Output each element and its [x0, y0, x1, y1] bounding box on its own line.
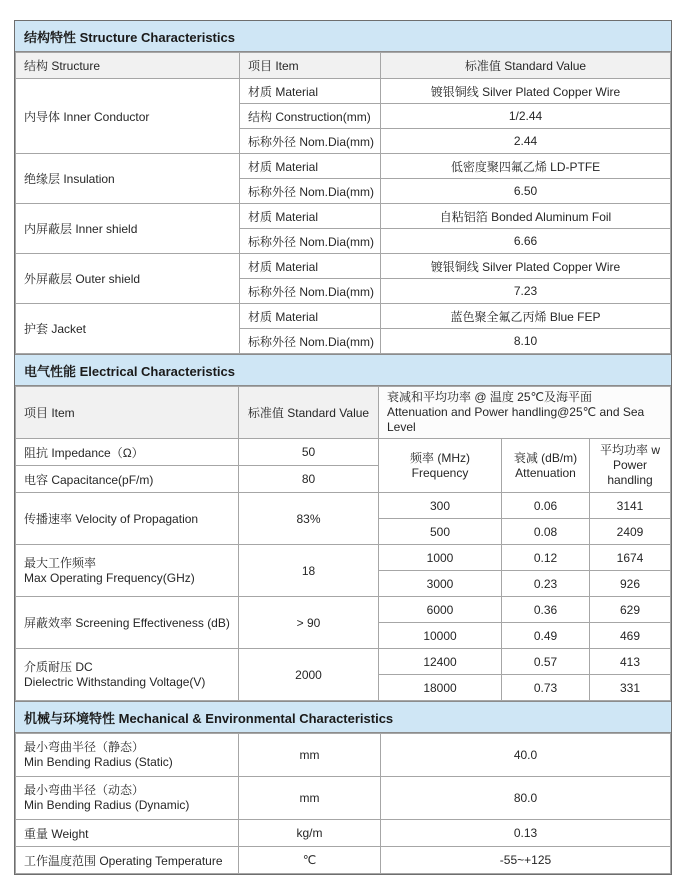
param-label-cell: 屏蔽效率 Screening Effectiveness (dB) [16, 597, 239, 649]
spec-table-wrapper [14, 20, 672, 875]
power-value-cell: 413 [590, 649, 671, 675]
param-label-cn: 最小弯曲半径（静态） [24, 740, 145, 754]
table-row [16, 154, 671, 179]
table-row [16, 847, 671, 874]
value-cell: 镀银铜线 Silver Plated Copper Wire [381, 79, 671, 104]
item-cell: 材质 Material [240, 204, 381, 229]
param-label-cell: 电容 Capacitance(pF/m) [16, 466, 239, 493]
table-row [16, 387, 671, 439]
value-cell: 镀银铜线 Silver Plated Copper Wire [381, 254, 671, 279]
unit-cell: mm [239, 777, 381, 820]
param-label-cn: 最小弯曲半径（动态） [24, 783, 145, 797]
param-value-cell: 80 [239, 466, 379, 493]
freq-subheader-cell [379, 439, 502, 493]
power-value-cell: 331 [590, 675, 671, 701]
structure-table [15, 52, 671, 354]
value-cell: 2.44 [381, 129, 671, 154]
item-cell: 标称外径 Nom.Dia(mm) [240, 179, 381, 204]
item-cell: 材质 Material [240, 154, 381, 179]
value-cell: 低密度聚四氟乙烯 LD-PTFE [381, 154, 671, 179]
param-label-cn: 介质耐压 DC [24, 659, 93, 674]
param-label-cell: 工作温度范围 Operating Temperature [16, 847, 239, 874]
param-label-en: Dielectric Withstanding Voltage(V) [24, 674, 206, 689]
value-cell: 1/2.44 [381, 104, 671, 129]
spec-sheet [14, 20, 672, 875]
attenuation-value-cell: 0.36 [502, 597, 590, 623]
table-row [16, 734, 671, 777]
power-value-cell: 926 [590, 571, 671, 597]
frequency-value-cell: 300 [379, 493, 502, 519]
item-cell: 标称外径 Nom.Dia(mm) [240, 279, 381, 304]
table-row [16, 597, 671, 623]
attenuation-header-en: Attenuation and Power handling@25℃ and Sea Level [387, 405, 645, 434]
power-subheader-en2: handling [607, 473, 653, 487]
frequency-value-cell: 10000 [379, 623, 502, 649]
item-cell: 材质 Material [240, 304, 381, 329]
param-value-cell: 2000 [239, 649, 379, 701]
table-row [16, 254, 671, 279]
electrical-table [15, 386, 671, 701]
table-row [16, 204, 671, 229]
frequency-value-cell: 1000 [379, 545, 502, 571]
power-value-cell: 3141 [590, 493, 671, 519]
param-label-en: Min Bending Radius (Dynamic) [24, 798, 190, 812]
param-label-cell [16, 777, 239, 820]
col-header-item: 项目 Item [16, 387, 239, 439]
param-value-cell: 18 [239, 545, 379, 597]
attenuation-value-cell: 0.73 [502, 675, 590, 701]
frequency-value-cell: 3000 [379, 571, 502, 597]
unit-cell: kg/m [239, 820, 381, 847]
attenuation-value-cell: 0.06 [502, 493, 590, 519]
param-label-cell [16, 734, 239, 777]
group-name-cell: 绝缘层 Insulation [16, 154, 240, 204]
attenuation-value-cell: 0.57 [502, 649, 590, 675]
attenuation-value-cell: 0.23 [502, 571, 590, 597]
item-cell: 标称外径 Nom.Dia(mm) [240, 229, 381, 254]
power-subheader-cn: 平均功率 w [599, 443, 660, 457]
col-header-standard-value: 标准值 Standard Value [239, 387, 379, 439]
attenuation-value-cell: 0.12 [502, 545, 590, 571]
param-label-cn: 最大工作频率 [24, 555, 97, 570]
table-row [16, 439, 671, 466]
freq-subheader-cn: 频率 (MHz) [410, 450, 470, 465]
section-title-structure: 结构特性 Structure Characteristics [15, 21, 671, 52]
item-cell: 结构 Construction(mm) [240, 104, 381, 129]
col-header-structure: 结构 Structure [16, 53, 240, 79]
param-label-cell: 重量 Weight [16, 820, 239, 847]
param-value-cell: 50 [239, 439, 379, 466]
atten-subheader-cell [502, 439, 590, 493]
power-value-cell: 629 [590, 597, 671, 623]
power-subheader-en1: Power [612, 458, 647, 472]
section-title-electrical: 电气性能 Electrical Characteristics [15, 354, 671, 386]
frequency-value-cell: 18000 [379, 675, 502, 701]
item-cell: 材质 Material [240, 254, 381, 279]
table-row [16, 649, 671, 675]
col-header-item: 项目 Item [240, 53, 381, 79]
item-cell: 标称外径 Nom.Dia(mm) [240, 329, 381, 354]
table-row [16, 777, 671, 820]
group-name-cell: 内导体 Inner Conductor [16, 79, 240, 154]
col-header-standard-value: 标准值 Standard Value [381, 53, 671, 79]
power-value-cell: 469 [590, 623, 671, 649]
table-row [16, 545, 671, 571]
param-label-cell: 传播速率 Velocity of Propagation [16, 493, 239, 545]
value-cell: 自粘铝箔 Bonded Aluminum Foil [381, 204, 671, 229]
table-row [16, 79, 671, 104]
param-label-cell: 阻抗 Impedance（Ω） [16, 439, 239, 466]
value-cell: 6.50 [381, 179, 671, 204]
param-label-cell [16, 649, 239, 701]
param-value-cell: 83% [239, 493, 379, 545]
atten-subheader-en: Attenuation [515, 465, 576, 480]
attenuation-header-cn: 衰减和平均功率 @ 温度 25℃及海平面 [387, 390, 593, 404]
frequency-value-cell: 500 [379, 519, 502, 545]
atten-subheader-cn: 衰减 (dB/m) [513, 450, 578, 465]
param-label-en: Min Bending Radius (Static) [24, 755, 173, 769]
table-row [16, 304, 671, 329]
mechanical-table [15, 733, 671, 874]
group-name-cell: 外屏蔽层 Outer shield [16, 254, 240, 304]
attenuation-value-cell: 0.49 [502, 623, 590, 649]
power-value-cell: 1674 [590, 545, 671, 571]
group-name-cell: 内屏蔽层 Inner shield [16, 204, 240, 254]
frequency-value-cell: 6000 [379, 597, 502, 623]
table-row [16, 820, 671, 847]
value-cell: 7.23 [381, 279, 671, 304]
value-cell: 0.13 [381, 820, 671, 847]
unit-cell: mm [239, 734, 381, 777]
unit-cell: ℃ [239, 847, 381, 874]
section-title-mechanical: 机械与环境特性 Mechanical & Environmental Characteristics [15, 701, 671, 733]
power-value-cell: 2409 [590, 519, 671, 545]
attenuation-value-cell: 0.08 [502, 519, 590, 545]
value-cell: 8.10 [381, 329, 671, 354]
value-cell: -55~+125 [381, 847, 671, 874]
power-subheader-cell [590, 439, 671, 493]
item-cell: 材质 Material [240, 79, 381, 104]
freq-subheader-en: Frequency [411, 465, 469, 480]
value-cell: 蓝色聚全氟乙丙烯 Blue FEP [381, 304, 671, 329]
param-label-en: Max Operating Frequency(GHz) [24, 570, 195, 585]
item-cell: 标称外径 Nom.Dia(mm) [240, 129, 381, 154]
value-cell: 40.0 [381, 734, 671, 777]
table-row [16, 53, 671, 79]
frequency-value-cell: 12400 [379, 649, 502, 675]
value-cell: 6.66 [381, 229, 671, 254]
group-name-cell: 护套 Jacket [16, 304, 240, 354]
attenuation-header-cell [379, 387, 671, 439]
param-label-cell [16, 545, 239, 597]
value-cell: 80.0 [381, 777, 671, 820]
param-value-cell: > 90 [239, 597, 379, 649]
table-row [16, 493, 671, 519]
